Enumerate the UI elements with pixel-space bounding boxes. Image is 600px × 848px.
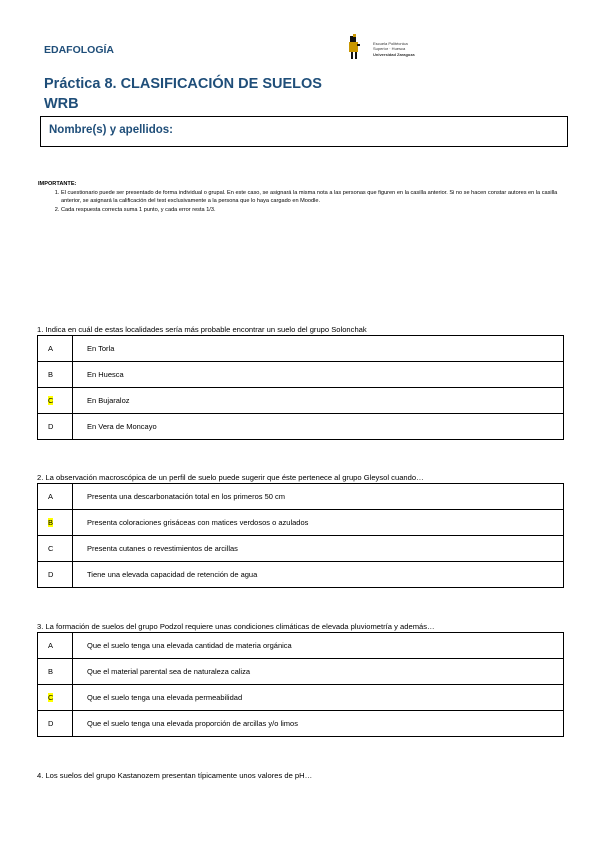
answer-option[interactable] [38,388,564,414]
option-letter-text: A [48,492,54,501]
option-text: En Torla [73,336,564,362]
option-letter-text: D [48,422,54,431]
option-text: En Huesca [73,362,564,388]
option-letter-text: B [48,667,54,676]
instructions-list [38,189,568,214]
option-text: Presenta coloraciones grisáceas con matices verdosos o azulados [73,510,564,536]
answer-option[interactable] [38,362,564,388]
option-text: Presenta cutanes o revestimientos de arcillas [73,536,564,562]
page-title [44,74,322,114]
option-letter-text: D [48,719,54,728]
answer-option[interactable] [38,510,564,536]
answer-option[interactable] [38,484,564,510]
option-letter [38,711,73,737]
title-line-2: WRB [44,96,79,112]
option-text: Que el suelo tenga una elevada proporción de arcillas y/o limos [73,711,564,737]
name-field[interactable] [40,116,568,147]
option-letter-text: B [48,370,54,379]
option-letter [38,362,73,388]
option-letter-text: B [48,518,54,527]
option-text: En Vera de Moncayo [73,414,564,440]
option-letter [38,510,73,536]
answer-option[interactable] [38,562,564,588]
option-letter-text: D [48,570,54,579]
option-letter [38,659,73,685]
instructions-heading: IMPORTANTE: [38,181,77,187]
option-text: Presenta una descarbonatación total en los primeros 50 cm [73,484,564,510]
question-1-options [37,335,564,440]
option-text: Que el material parental sea de naturaleza caliza [73,659,564,685]
answer-option[interactable] [38,659,564,685]
answer-option[interactable] [38,685,564,711]
option-text: Tiene una elevada capacidad de retención de agua [73,562,564,588]
instruction-item: 1. El cuestionario puede ser presentado de forma individual o grupal. En este caso, se asignará la misma nota a las personas que figuren en la casilla anterior. Si no se hacen constar autores en la casilla anterior, se asignará la calificación del test exclusivamente a la persona que lo haya cargado en Moodle. [61,189,568,205]
option-letter-text: A [48,641,54,650]
answer-option[interactable] [38,536,564,562]
question-2-text: 2. La observación macroscópica de un perfil de suelo puede sugerir que éste pertenece al grupo Gleysol cuando… [37,473,424,482]
title-line-1: Práctica 8. CLASIFICACIÓN DE SUELOS [44,76,322,92]
option-text: Que el suelo tenga una elevada cantidad de materia orgánica [73,633,564,659]
course-name: EDAFOLOGÍA [44,44,114,56]
option-letter [38,388,73,414]
option-letter [38,562,73,588]
logo-line-1: Escuela Politécnica [373,41,408,46]
question-2-options [37,483,564,588]
name-field-label: Nombre(s) y apellidos: [49,124,173,136]
university-logo [346,34,446,64]
option-letter [38,484,73,510]
option-letter-text: C [48,396,54,405]
lion-emblem-icon [346,34,362,60]
option-letter [38,536,73,562]
logo-text [373,41,415,57]
logo-line-3: Universidad Zaragoza [373,51,415,57]
option-letter [38,633,73,659]
option-text: En Bujaraloz [73,388,564,414]
option-letter-text: C [48,693,54,702]
answer-option[interactable] [38,711,564,737]
answer-option[interactable] [38,633,564,659]
question-4-text: 4. Los suelos del grupo Kastanozem presentan típicamente unos valores de pH… [37,771,313,780]
question-1-text: 1. Indica en cuál de estas localidades sería más probable encontrar un suelo del grupo Solonchak [37,325,367,334]
option-letter-text: A [48,344,54,353]
instruction-item: 2. Cada respuesta correcta suma 1 punto, y cada error resta 1/3. [61,206,568,214]
option-text: Que el suelo tenga una elevada permeabilidad [73,685,564,711]
logo-line-2: Superior · Huesca [373,46,406,52]
question-3-text: 3. La formación de suelos del grupo Podzol requiere unas condiciones climáticas de elevada pluviometría y además… [37,622,435,631]
question-3-options [37,632,564,737]
instructions [38,180,568,214]
answer-option[interactable] [38,414,564,440]
option-letter [38,336,73,362]
option-letter [38,414,73,440]
option-letter-text: C [48,544,54,553]
answer-option[interactable] [38,336,564,362]
option-letter [38,685,73,711]
